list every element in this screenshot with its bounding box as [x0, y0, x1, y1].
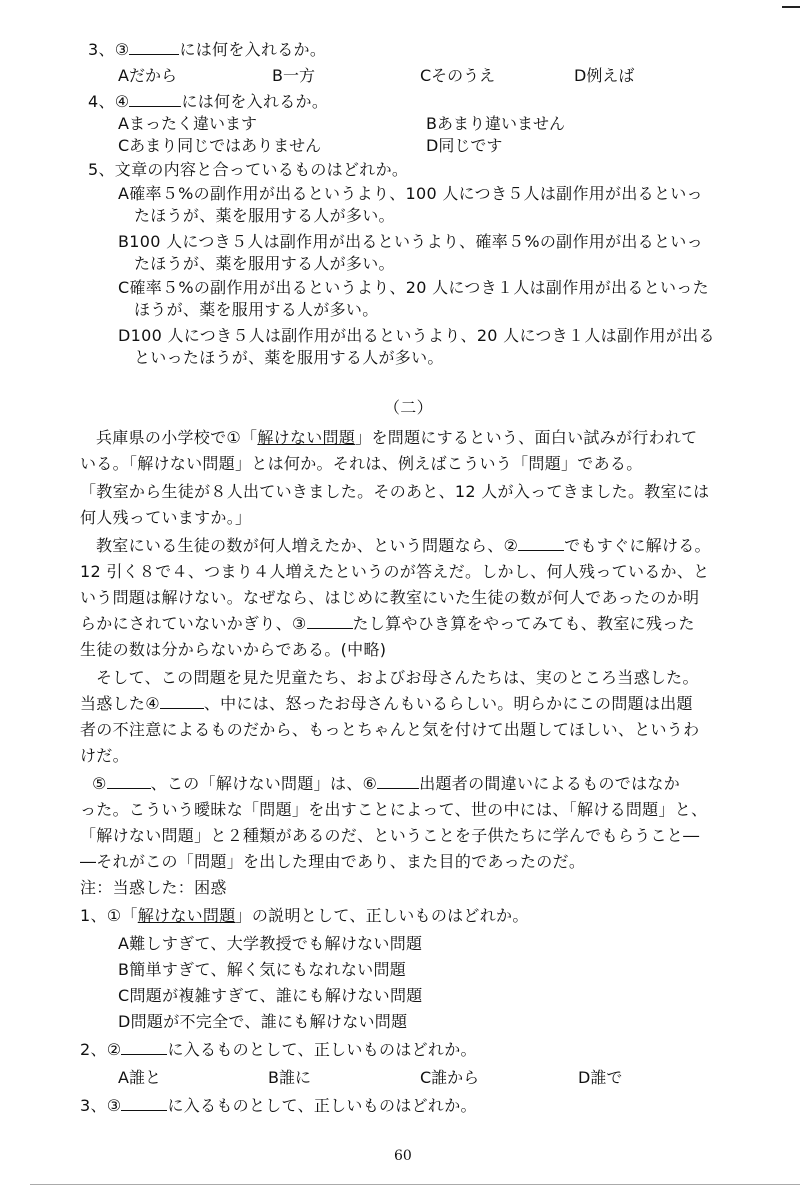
passage-note: 注：当惑した：困惑 — [80, 878, 227, 897]
passage-line: ―それがこの「問題」を出した理由であり、また目的であったのだ。 — [80, 852, 586, 871]
prev-q5-option-b-line1: B100 人につき５人は副作用が出るというより、確率５%の副作用が出るといっ — [118, 232, 703, 251]
passage-line: 者の不注意によるものだから、もっとちゃんと気を付けて出題してほしい、というわ — [80, 720, 700, 739]
prev-q4-stem: には何を入れるか。 — [181, 92, 329, 111]
passage-line: いう問題は解けない。なぜなら、はじめに教室にいた生徒の数が何人であったのか明 — [80, 588, 700, 607]
blank — [377, 774, 419, 789]
prev-q5-option-a-line1: A確率５%の副作用が出るというより、100 人につき５人は副作用が出るといっ — [118, 184, 703, 203]
prev-q3-option-c: Cそのうえ — [420, 66, 496, 85]
prev-q4-option-a: Aまったく違います — [118, 114, 257, 133]
passage-text: 、中には、怒ったお母さんもいるらしい。明らかにこの問題は出題 — [203, 694, 693, 713]
q2-number: 2、② — [80, 1040, 122, 1059]
passage-line — [80, 694, 693, 714]
prev-q5-option-b-line2: たほうが、薬を服用する人が多い。 — [134, 254, 395, 273]
prev-q3-number: 3、③ — [88, 40, 130, 59]
blank — [129, 40, 179, 55]
passage-line: けだ。 — [80, 746, 129, 765]
passage-line — [80, 614, 695, 634]
passage-line — [96, 428, 697, 448]
blank — [518, 536, 564, 551]
passage-text: 」を問題にするという、面白い試みが行われて — [355, 428, 698, 447]
passage-text: ⑤ — [92, 774, 107, 793]
prev-q4-option-b: Bあまり違いません — [426, 114, 565, 133]
prev-q5-option-c-line2: ほうが、薬を服用する人が多い。 — [134, 300, 379, 319]
q2-option-a: A誰と — [118, 1068, 161, 1087]
prev-question-3 — [88, 40, 326, 60]
underlined-term: 解けない問題 — [257, 428, 356, 447]
blank — [129, 92, 181, 107]
blank — [107, 774, 151, 789]
q1-stem: 」の説明として、正しいものはどれか。 — [235, 906, 529, 925]
prev-q3-option-a: Aだから — [118, 66, 177, 85]
passage-line: った。こういう曖昧な「問題」を出すことによって、世の中には、「解ける問題」と、 — [80, 800, 708, 819]
prev-q3-option-b: B一方 — [272, 66, 315, 85]
q1-option-a: A難しすぎて、大学教授でも解けない問題 — [118, 934, 423, 953]
prev-q4-option-c: Cあまり同じではありません — [118, 136, 322, 155]
passage-line — [96, 536, 711, 556]
passage-text: 兵庫県の小学校で①「 — [96, 428, 258, 447]
blank — [121, 1040, 167, 1055]
q3-number: 3、③ — [80, 1096, 122, 1115]
underlined-term: 解けない問題 — [137, 906, 236, 925]
passage-text: 当惑した④ — [80, 694, 160, 713]
q1-option-c: C問題が複雑すぎて、誰にも解けない問題 — [118, 986, 423, 1005]
q3-stem: に入るものとして、正しいものはどれか。 — [167, 1096, 477, 1115]
passage-text: 教室にいる生徒の数が何人増えたか、という問題なら、② — [96, 536, 519, 555]
question-1 — [80, 906, 529, 926]
passage-line: 「教室から生徒が８人出ていきました。そのあと、12 人が入ってきました。教室には — [80, 482, 710, 501]
q2-option-c: C誰から — [420, 1068, 480, 1087]
passage-line: 12 引く８で４、つまり４人増えたというのが答えだ。しかし、何人残っているか、と — [80, 562, 710, 581]
passage-line: そして、この問題を見た児童たち、およびお母さんたちは、実のところ当惑した。 — [96, 668, 699, 687]
blank — [307, 614, 353, 629]
corner-mark — [782, 6, 800, 8]
prev-q5-option-c-line1: C確率５%の副作用が出るというより、20 人につき１人は副作用が出るといった — [118, 278, 709, 297]
passage-text: らかにされていないかぎり、③ — [80, 614, 307, 633]
page-number: 60 — [394, 1148, 412, 1164]
prev-q5-option-a-line2: たほうが、薬を服用する人が多い。 — [134, 206, 395, 225]
q1-option-b: B簡単すぎて、解く気にもなれない問題 — [118, 960, 407, 979]
blank — [160, 694, 204, 709]
passage-text: 出題者の間違いによるものではなか — [419, 774, 681, 793]
passage-text: 、この「解けない問題」は、⑥ — [150, 774, 378, 793]
q1-option-d: D問題が不完全で、誰にも解けない問題 — [118, 1012, 408, 1031]
prev-q5-option-d-line1: D100 人につき５人は副作用が出るというより、20 人につき１人は副作用が出る — [118, 326, 715, 345]
passage-line: いる。「解けない問題」とは何か。それは、例えばこういう「問題」である。 — [80, 454, 643, 473]
passage-line: 何人残っていますか。」 — [80, 508, 252, 527]
prev-q4-option-d: D同じです — [426, 136, 503, 155]
passage-line — [92, 774, 680, 794]
q1-number: 1、①「 — [80, 906, 138, 925]
question-2 — [80, 1040, 477, 1060]
prev-q4-number: 4、④ — [88, 92, 130, 111]
section-title: （二） — [384, 398, 433, 417]
q2-option-b: B誰に — [268, 1068, 311, 1087]
prev-q5-option-d-line2: といったほうが、薬を服用する人が多い。 — [134, 348, 444, 367]
passage-text: たし算やひき算をやってみても、教室に残った — [352, 614, 695, 633]
q2-stem: に入るものとして、正しいものはどれか。 — [167, 1040, 477, 1059]
prev-question-4 — [88, 92, 328, 112]
passage-line: 生徒の数は分からないからである。(中略) — [80, 640, 387, 659]
prev-q3-option-d: D例えば — [574, 66, 635, 85]
q2-option-d: D誰で — [578, 1068, 623, 1087]
prev-question-5: 5、文章の内容と合っているものはどれか。 — [88, 160, 409, 179]
blank — [121, 1096, 167, 1111]
prev-q3-stem: には何を入れるか。 — [179, 40, 327, 59]
passage-line: 「解けない問題」と２種類があるのだ、ということを子供たちに学んでもらうこと― — [80, 826, 700, 845]
question-3 — [80, 1096, 477, 1116]
bottom-rule — [30, 1184, 800, 1185]
passage-text: でもすぐに解ける。 — [564, 536, 711, 555]
